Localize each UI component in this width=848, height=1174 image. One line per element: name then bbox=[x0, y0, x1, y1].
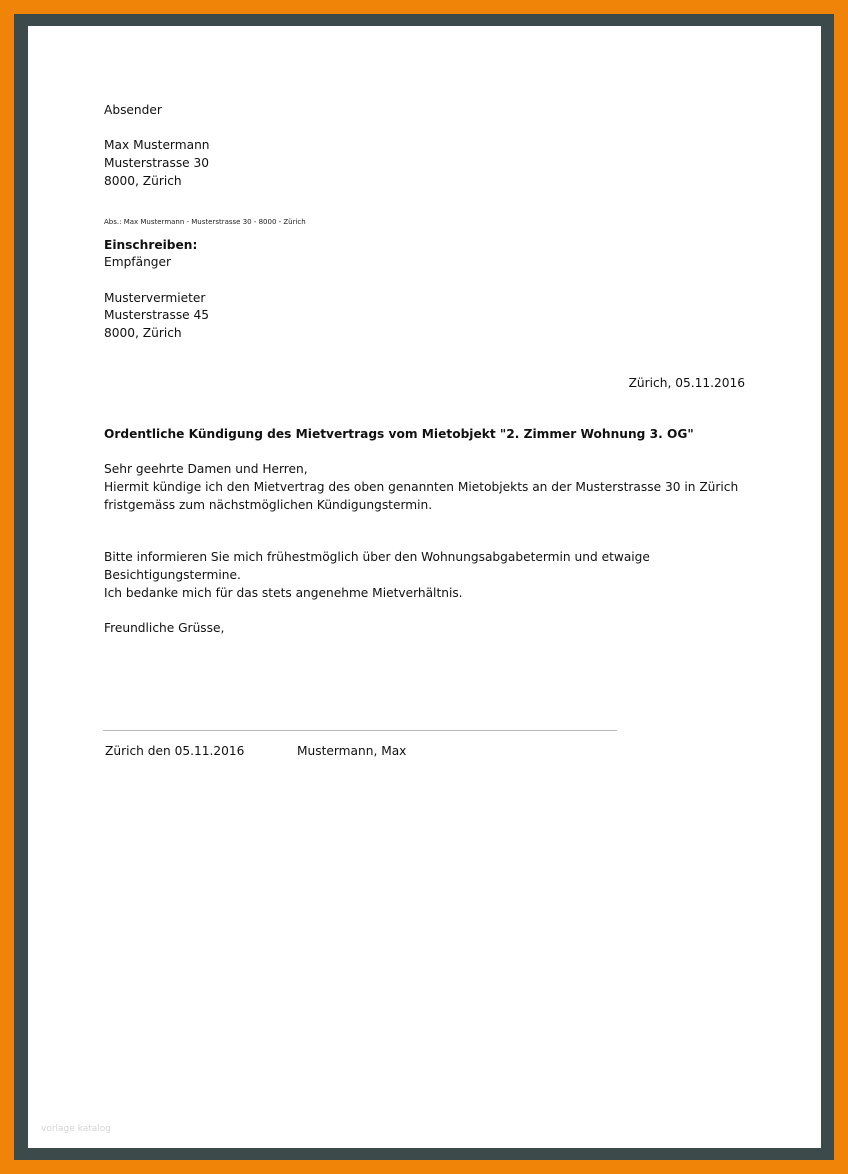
salutation: Sehr geehrte Damen und Herren, bbox=[104, 462, 308, 476]
sender-heading: Absender bbox=[104, 103, 162, 117]
sender-street: Musterstrasse 30 bbox=[104, 156, 210, 170]
body-paragraph-1-line-2: fristgemäss zum nächstmöglichen Kündigungstermin. bbox=[104, 498, 433, 512]
closing: Freundliche Grüsse, bbox=[104, 621, 225, 635]
body-paragraph-2-line-1: Bitte informieren Sie mich frühestmöglich über den Wohnungsabgabetermin und etwaige bbox=[104, 550, 650, 564]
signature-line bbox=[103, 730, 617, 731]
recipient-heading: Empfänger bbox=[104, 255, 172, 269]
recipient-street: Musterstrasse 45 bbox=[104, 308, 210, 322]
signature-name: Mustermann, Max bbox=[297, 744, 407, 758]
watermark-text: vorlage katalog bbox=[41, 1124, 111, 1134]
body-paragraph-2-line-2: Besichtigungstermine. bbox=[104, 568, 241, 582]
letter-date: Zürich, 05.11.2016 bbox=[628, 376, 745, 390]
return-address-line: Abs.: Max Mustermann - Musterstrasse 30 - 8000 - Zürich bbox=[104, 218, 306, 226]
body-paragraph-2-line-3: Ich bedanke mich für das stets angenehme Mietverhältnis. bbox=[104, 586, 463, 600]
delivery-type: Einschreiben: bbox=[104, 238, 198, 252]
sender-city: 8000, Zürich bbox=[104, 174, 182, 188]
body-paragraph-1-line-1: Hiermit kündige ich den Mietvertrag des oben genannten Mietobjekts an der Musterstrasse 30 in Zürich bbox=[104, 480, 739, 494]
recipient-city: 8000, Zürich bbox=[104, 326, 182, 340]
recipient-name: Mustervermieter bbox=[104, 291, 206, 305]
signature-place-date: Zürich den 05.11.2016 bbox=[105, 744, 245, 758]
sender-name: Max Mustermann bbox=[104, 138, 210, 152]
letter-subject: Ordentliche Kündigung des Mietvertrags vom Mietobjekt "2. Zimmer Wohnung 3. OG" bbox=[104, 427, 694, 441]
